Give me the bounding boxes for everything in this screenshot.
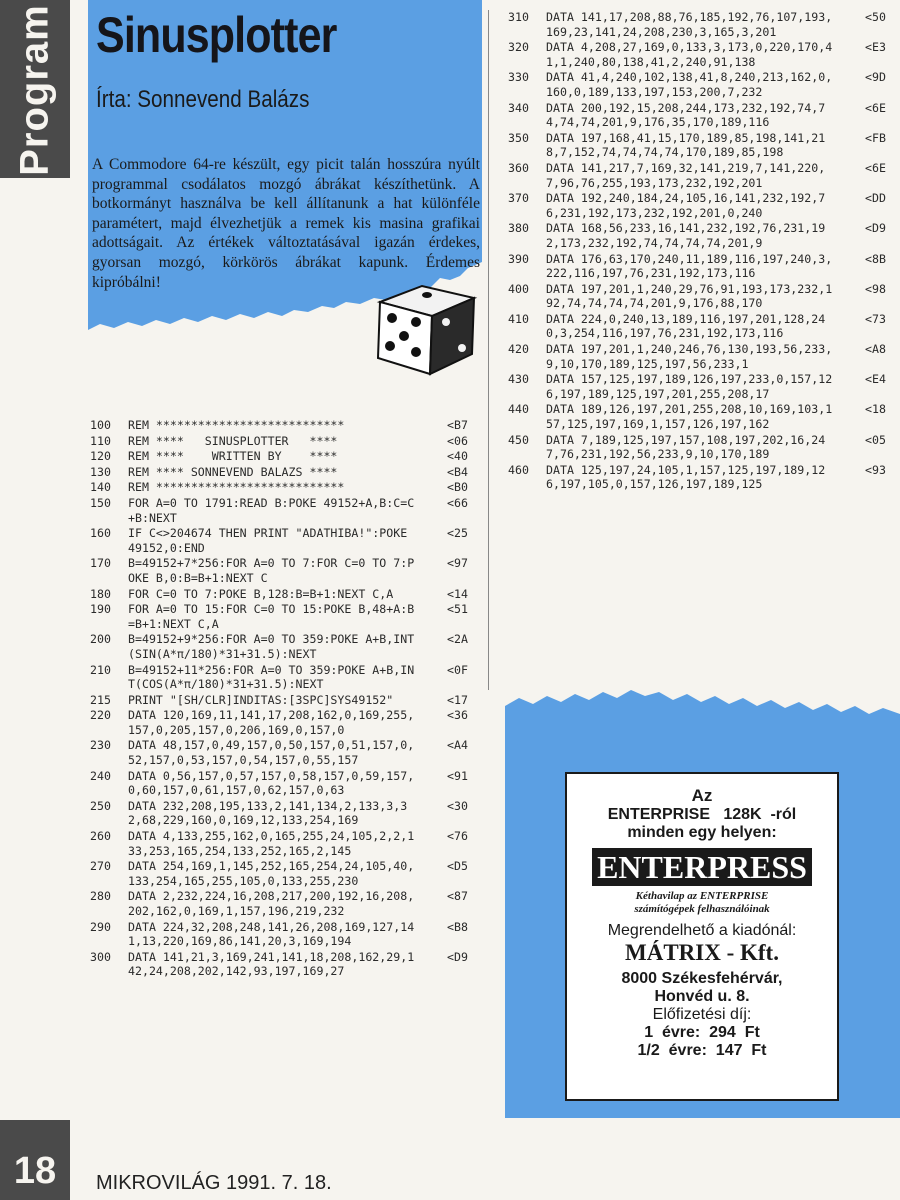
advertisement bbox=[565, 772, 839, 1101]
ad-tagline-1: Kéthavilap az ENTERPRISE bbox=[635, 890, 769, 902]
code-listing-right bbox=[508, 10, 888, 493]
line-number: 350 bbox=[508, 130, 529, 145]
code-line bbox=[508, 40, 888, 69]
code-statement: B=49152+9*256:FOR A=0 TO 359:POKE A+B,INT(SIN(A*π/180)*31+31.5):NEXT bbox=[128, 632, 415, 661]
line-number: 250 bbox=[90, 798, 111, 813]
code-statement: DATA 141,217,7,169,32,141,219,7,141,220,7,96,76,255,193,173,232,192,201 bbox=[546, 160, 826, 190]
code-line bbox=[90, 587, 470, 602]
code-statement: DATA 7,189,125,197,157,108,197,202,16,247,76,231,192,56,233,9,10,170,189 bbox=[546, 432, 826, 462]
code-statement: DATA 224,0,240,13,189,116,197,201,128,240,3,254,116,197,76,231,192,173,116 bbox=[546, 311, 826, 341]
line-number: 215 bbox=[90, 692, 111, 707]
code-line bbox=[90, 950, 470, 979]
line-number: 380 bbox=[508, 221, 529, 236]
code-statement: DATA 200,192,15,208,244,173,232,192,74,74,74,74,201,9,176,35,170,189,116 bbox=[546, 100, 826, 130]
code-statement: DATA 192,240,184,24,105,16,141,232,192,76,231,192,173,232,192,201,0,240 bbox=[546, 191, 826, 220]
code-line bbox=[90, 496, 470, 525]
checksum: <05 bbox=[865, 432, 886, 447]
code-line bbox=[90, 920, 470, 949]
line-number: 280 bbox=[90, 889, 111, 904]
ad-line-enterprise: ENTERPRISE 128K -ról bbox=[607, 806, 797, 823]
code-line bbox=[90, 602, 470, 631]
checksum: <91 bbox=[447, 768, 468, 783]
code-statement: DATA 41,4,240,102,138,41,8,240,213,162,0,160,0,189,133,197,153,200,7,232 bbox=[546, 70, 833, 99]
code-line bbox=[90, 449, 470, 464]
enterpress-logo: ENTERPRESS bbox=[592, 848, 812, 886]
code-statement: DATA 4,208,27,169,0,133,3,173,0,220,170,41,1,240,80,138,41,2,240,91,138 bbox=[546, 40, 833, 69]
checksum: <6E bbox=[865, 160, 886, 175]
checksum: <D9 bbox=[865, 221, 886, 236]
code-statement: DATA 4,133,255,162,0,165,255,24,105,2,2,133,253,165,254,133,252,165,2,145 bbox=[128, 829, 415, 858]
code-statement: DATA 141,17,208,88,76,185,192,76,107,193,169,23,141,24,208,230,3,165,3,201 bbox=[546, 10, 833, 39]
checksum: <76 bbox=[447, 829, 468, 844]
line-number: 230 bbox=[90, 738, 111, 753]
code-statement: DATA 141,21,3,169,241,141,18,208,162,29,142,24,208,202,142,93,197,169,27 bbox=[128, 949, 415, 979]
code-line bbox=[90, 465, 470, 480]
checksum: <51 bbox=[447, 602, 468, 617]
checksum: <17 bbox=[447, 692, 468, 707]
code-line bbox=[90, 708, 470, 737]
ad-order-label: Megrendelhető a kiadónál: bbox=[607, 922, 797, 939]
checksum: <73 bbox=[865, 311, 886, 326]
code-statement: REM **** SONNEVEND BALAZS **** bbox=[128, 464, 338, 479]
code-line bbox=[90, 556, 470, 585]
code-statement: DATA 48,157,0,49,157,0,50,157,0,51,157,0,52,157,0,53,157,0,54,157,0,55,157 bbox=[128, 738, 415, 768]
line-number: 300 bbox=[90, 949, 111, 964]
line-number: 360 bbox=[508, 160, 529, 175]
line-number: 440 bbox=[508, 402, 529, 417]
checksum: <D5 bbox=[447, 859, 468, 874]
checksum: <0F bbox=[447, 662, 468, 677]
code-line bbox=[508, 402, 888, 431]
section-tab-label: Program bbox=[12, 4, 57, 176]
checksum: <98 bbox=[865, 281, 886, 296]
line-number: 110 bbox=[90, 433, 111, 448]
code-line bbox=[508, 101, 888, 130]
line-number: 420 bbox=[508, 342, 529, 357]
checksum: <B7 bbox=[447, 418, 468, 432]
code-statement: DATA 254,169,1,145,252,165,254,24,105,40,133,254,165,255,105,0,133,255,230 bbox=[128, 859, 415, 888]
checksum: <E4 bbox=[865, 372, 886, 387]
page-number: 18 bbox=[13, 1150, 57, 1192]
line-number: 100 bbox=[90, 418, 111, 432]
code-line bbox=[508, 221, 888, 250]
line-number: 410 bbox=[508, 311, 529, 326]
ad-city: 8000 Székesfehérvár, bbox=[621, 970, 783, 987]
line-number: 460 bbox=[508, 462, 529, 477]
code-line bbox=[508, 70, 888, 99]
code-statement: REM *************************** bbox=[128, 418, 345, 432]
ad-fee-full-year: 1 évre: 294 Ft bbox=[644, 1024, 760, 1041]
code-statement: DATA 2,232,224,16,208,217,200,192,16,208,202,162,0,169,1,157,196,219,232 bbox=[128, 889, 415, 918]
ad-fee-half-year: 1/2 évre: 147 Ft bbox=[637, 1042, 767, 1059]
checksum: <A8 bbox=[865, 342, 886, 357]
line-number: 390 bbox=[508, 251, 529, 266]
code-statement: DATA 157,125,197,189,126,197,233,0,157,126,197,189,125,197,201,255,208,17 bbox=[546, 372, 833, 401]
line-number: 170 bbox=[90, 556, 111, 571]
line-number: 160 bbox=[90, 526, 111, 541]
line-number: 370 bbox=[508, 191, 529, 206]
checksum: <87 bbox=[447, 889, 468, 904]
code-line bbox=[90, 480, 470, 495]
line-number: 120 bbox=[90, 449, 111, 464]
ad-line-az: Az bbox=[691, 786, 713, 805]
code-line bbox=[90, 434, 470, 449]
code-statement: FOR C=0 TO 7:POKE B,128:B=B+1:NEXT C,A bbox=[128, 586, 394, 601]
code-line bbox=[508, 372, 888, 401]
dice-illustration bbox=[370, 280, 480, 385]
code-line bbox=[90, 738, 470, 767]
line-number: 290 bbox=[90, 919, 111, 934]
code-statement: DATA 224,32,208,248,141,26,208,169,127,141,13,220,169,86,141,20,3,169,194 bbox=[128, 919, 415, 949]
code-line bbox=[508, 161, 888, 190]
checksum: <E3 bbox=[865, 40, 886, 55]
code-line bbox=[508, 463, 888, 492]
checksum: <8B bbox=[865, 251, 886, 266]
line-number: 330 bbox=[508, 70, 529, 85]
checksum: <14 bbox=[447, 586, 468, 601]
ad-street: Honvéd u. 8. bbox=[654, 988, 750, 1005]
code-line bbox=[90, 632, 470, 661]
line-number: 130 bbox=[90, 464, 111, 479]
code-statement: DATA 120,169,11,141,17,208,162,0,169,255,157,0,205,157,0,206,169,0,157,0 bbox=[128, 708, 415, 737]
code-line bbox=[90, 769, 470, 798]
code-statement: PRINT "[SH/CLR]INDITAS:[3SPC]SYS49152" bbox=[128, 692, 394, 707]
checksum: <18 bbox=[865, 402, 886, 417]
checksum: <DD bbox=[865, 191, 886, 206]
article-intro: A Commodore 64-re készült, egy picit talán hosszúra nyúlt programmal csodálatos mozgó ábrákat készíthetünk. A botkormányt használva be kell állítanunk a hat különféle paramétert, majd élvezhetjük a remek kis masina grafikai adottságait. Az értékek változtatásával igazán érdekes, gyorsan mozgó, körkörös ábrákat kapunk. Érdemes kipróbálni! bbox=[92, 156, 480, 291]
column-divider bbox=[488, 10, 489, 690]
code-line bbox=[90, 799, 470, 828]
ad-line-minden: minden egy helyen: bbox=[627, 824, 777, 841]
code-statement: REM **** SINUSPLOTTER **** bbox=[128, 433, 338, 448]
code-statement: DATA 197,201,1,240,29,76,91,193,173,232,192,74,74,74,74,201,9,176,88,170 bbox=[546, 281, 833, 311]
line-number: 150 bbox=[90, 495, 111, 510]
checksum: <36 bbox=[447, 708, 468, 723]
checksum: <97 bbox=[447, 556, 468, 571]
code-line bbox=[508, 312, 888, 341]
code-listing-left bbox=[90, 418, 470, 980]
checksum: <30 bbox=[447, 798, 468, 813]
article-title: Sinusplotter bbox=[96, 7, 337, 63]
code-statement: FOR A=0 TO 1791:READ B:POKE 49152+A,B:C=C+B:NEXT bbox=[128, 495, 415, 525]
code-line bbox=[90, 526, 470, 555]
line-number: 320 bbox=[508, 40, 529, 55]
checksum: <40 bbox=[447, 449, 468, 464]
code-statement: DATA 197,201,1,240,246,76,130,193,56,233,9,10,170,189,125,197,56,233,1 bbox=[546, 342, 833, 371]
code-line bbox=[508, 191, 888, 220]
code-statement: B=49152+11*256:FOR A=0 TO 359:POKE A+B,INT(COS(A*π/180)*31+31.5):NEXT bbox=[128, 662, 415, 692]
code-statement: FOR A=0 TO 15:FOR C=0 TO 15:POKE B,48+A:B=B+1:NEXT C,A bbox=[128, 602, 415, 631]
code-statement: DATA 0,56,157,0,57,157,0,58,157,0,59,157,0,60,157,0,61,157,0,62,157,0,63 bbox=[128, 768, 415, 798]
checksum: <B0 bbox=[447, 480, 468, 495]
checksum: <A4 bbox=[447, 738, 468, 753]
code-statement: DATA 189,126,197,201,255,208,10,169,103,157,125,197,169,1,157,126,197,162 bbox=[546, 402, 833, 432]
checksum: <06 bbox=[447, 433, 468, 448]
line-number: 140 bbox=[90, 480, 111, 495]
code-statement: DATA 232,208,195,133,2,141,134,2,133,3,32,68,229,160,0,169,12,133,254,169 bbox=[128, 798, 408, 828]
line-number: 240 bbox=[90, 768, 111, 783]
checksum: <FB bbox=[865, 130, 886, 145]
checksum: <9D bbox=[865, 70, 886, 85]
checksum: <66 bbox=[447, 495, 468, 510]
line-number: 220 bbox=[90, 708, 111, 723]
code-line bbox=[90, 418, 470, 433]
code-line bbox=[90, 889, 470, 918]
checksum: <50 bbox=[865, 10, 886, 24]
code-line bbox=[508, 131, 888, 160]
code-line bbox=[90, 663, 470, 692]
line-number: 180 bbox=[90, 586, 111, 601]
code-statement: REM **** WRITTEN BY **** bbox=[128, 449, 338, 464]
code-statement: DATA 197,168,41,15,170,189,85,198,141,218,7,152,74,74,74,74,170,189,85,198 bbox=[546, 130, 826, 160]
code-line bbox=[508, 282, 888, 311]
code-line bbox=[90, 829, 470, 858]
article-author: Írta: Sonnevend Balázs bbox=[96, 86, 310, 113]
checksum: <D9 bbox=[447, 949, 468, 964]
line-number: 400 bbox=[508, 281, 529, 296]
code-line bbox=[90, 693, 470, 708]
line-number: 200 bbox=[90, 632, 111, 647]
code-statement: DATA 176,63,170,240,11,189,116,197,240,3,222,116,197,76,231,192,173,116 bbox=[546, 251, 833, 281]
checksum: <93 bbox=[865, 462, 886, 477]
ad-company: MÁTRIX - Kft. bbox=[625, 940, 779, 965]
line-number: 310 bbox=[508, 10, 529, 24]
code-line bbox=[508, 252, 888, 281]
code-line bbox=[508, 342, 888, 371]
code-statement: IF C<>204674 THEN PRINT "ADATHIBA!":POKE 49152,0:END bbox=[128, 526, 415, 555]
page-footer: MIKROVILÁG 1991. 7. 18. bbox=[96, 1172, 332, 1194]
checksum: <2A bbox=[447, 632, 468, 647]
checksum: <6E bbox=[865, 100, 886, 115]
checksum: <B4 bbox=[447, 464, 468, 479]
line-number: 270 bbox=[90, 859, 111, 874]
checksum: <25 bbox=[447, 526, 468, 541]
line-number: 430 bbox=[508, 372, 529, 387]
code-statement: REM *************************** bbox=[128, 480, 345, 495]
line-number: 210 bbox=[90, 662, 111, 677]
code-line bbox=[508, 433, 888, 462]
checksum: <B8 bbox=[447, 919, 468, 934]
code-statement: DATA 168,56,233,16,141,232,192,76,231,192,173,232,192,74,74,74,74,201,9 bbox=[546, 221, 826, 250]
code-statement: DATA 125,197,24,105,1,157,125,197,189,126,197,105,0,157,126,197,189,125 bbox=[546, 462, 826, 492]
line-number: 450 bbox=[508, 432, 529, 447]
line-number: 340 bbox=[508, 100, 529, 115]
code-line bbox=[508, 10, 888, 39]
code-statement: B=49152+7*256:FOR A=0 TO 7:FOR C=0 TO 7:POKE B,0:B=B+1:NEXT C bbox=[128, 556, 415, 585]
line-number: 260 bbox=[90, 829, 111, 844]
code-line bbox=[90, 859, 470, 888]
ad-tagline-2: számítógépek felhasználóinak bbox=[634, 903, 770, 915]
ad-fee-label: Előfizetési díj: bbox=[652, 1006, 752, 1023]
line-number: 190 bbox=[90, 602, 111, 617]
